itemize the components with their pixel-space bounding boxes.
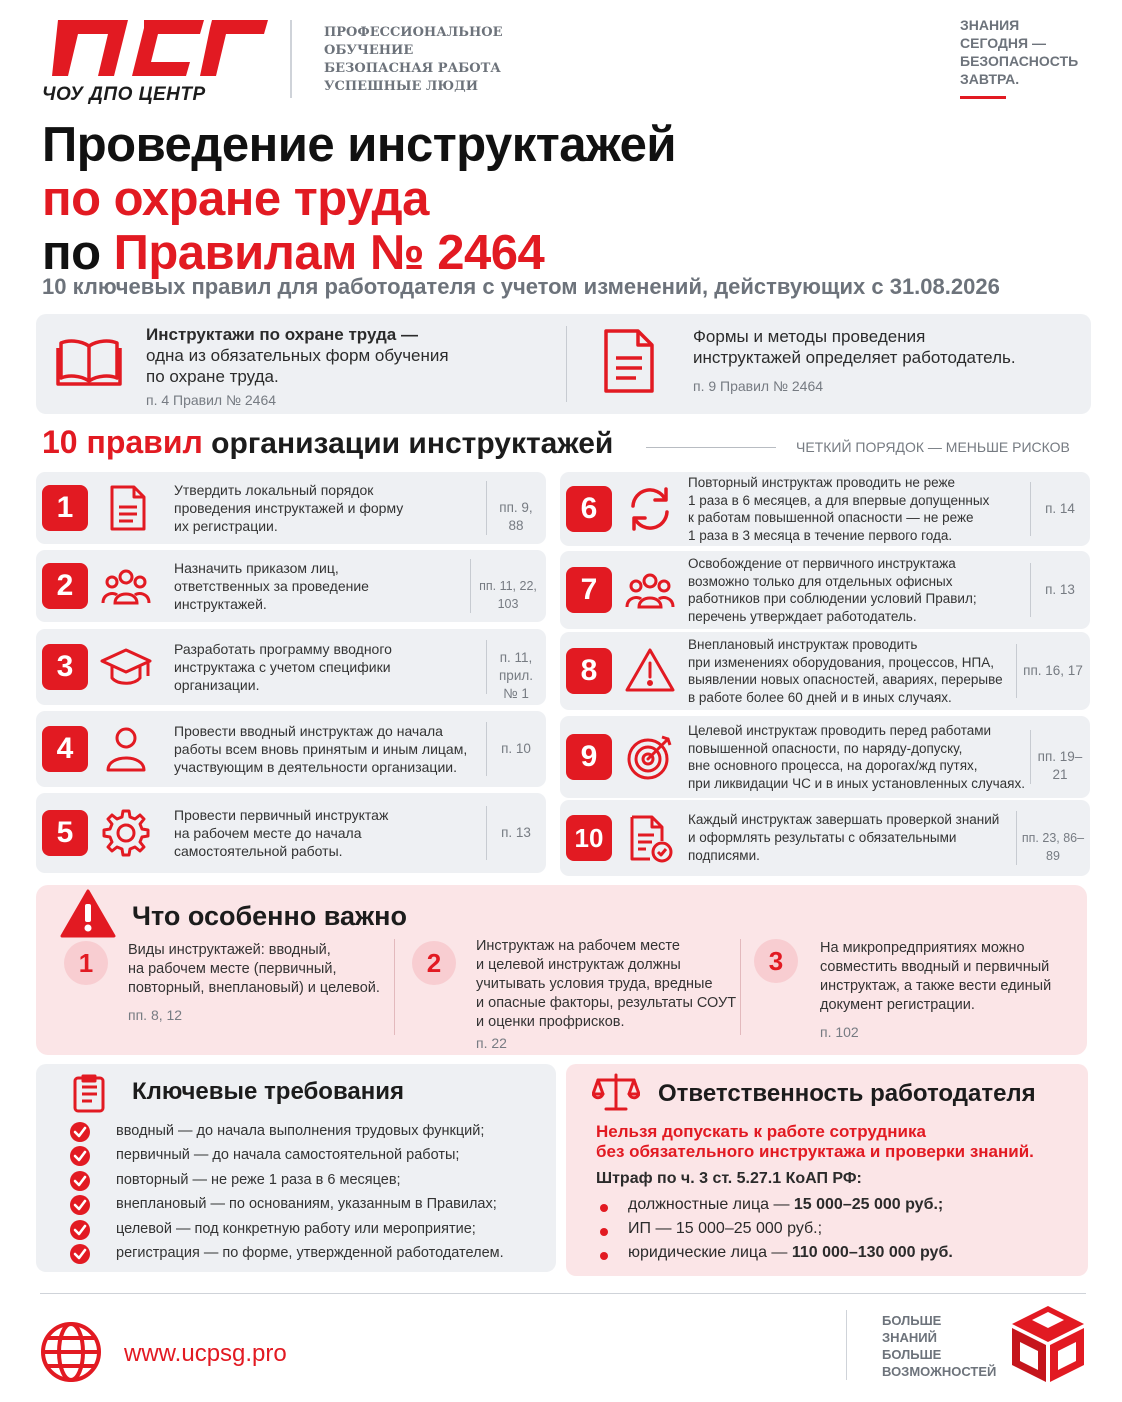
rule-number: 6	[566, 486, 612, 532]
important-number: 1	[64, 941, 108, 985]
fine-item: должностные лица — 15 000–25 000 руб.;	[628, 1196, 944, 1213]
important-item: Инструктаж на рабочем месте и целевой инструктаж должны учитывать условия труда, вредные и опасные факторы, результаты СОУТ и оценки профрисков. п. 22	[476, 938, 737, 1051]
rules-section-title: 10 правил организации инструктажей	[42, 424, 614, 460]
important-divider	[394, 939, 395, 1035]
rule-text: Внеплановый инструктаж проводить при изменениях оборудования, процессов, НПА, выявлении новых опасностей, авариях, перерыве в работе более 60 дней и в иных случаях.	[688, 637, 1003, 705]
rule-number: 7	[566, 567, 612, 613]
check-icon	[70, 1171, 90, 1191]
important-item: Виды инструктажей: вводный, на рабочем месте (первичный, повторный, внеплановый) и целевой. пп. 8, 12	[128, 942, 380, 1023]
warning-icon	[60, 889, 116, 939]
requirement-item: первичный — до начала самостоятельной работы;	[116, 1147, 460, 1164]
important-number: 3	[754, 939, 798, 983]
important-item: На микропредприятиях можно совместить вводный и первичный инструктаж, а также вести единый документ регистрации. п. 102	[820, 940, 1052, 1040]
rule-card	[36, 793, 546, 873]
rule-card	[36, 472, 546, 544]
rule-reference: п. 10	[501, 741, 531, 756]
rule-number: 2	[42, 563, 88, 609]
requirements-title: Ключевые требования	[132, 1078, 404, 1105]
warning-icon	[624, 646, 676, 696]
rule-text: Освобождение от первичного инструктажа возможно только для отдельных офисных работников при соблюдении условий Правил; перечень утверждает работодатель.	[688, 556, 977, 624]
rule-card	[560, 551, 1090, 629]
graduation-cap-icon	[100, 642, 152, 692]
rule-reference: п. 11, прил. № 1	[499, 650, 533, 701]
rule-number: 10	[566, 815, 612, 861]
rule-text: Назначить приказом лиц, ответственных за проведение инструктажей.	[174, 560, 369, 612]
rule-text: Утвердить локальный порядок проведения инструктажей и форму их регистрации.	[174, 482, 404, 534]
person-icon	[100, 724, 152, 774]
target-icon	[624, 732, 676, 782]
rule-text: Целевой инструктаж проводить перед работами повышенной опасности, по наряду-допуску, вне основного процесса, на дорогах/жд путях, при ликвидации ЧС и в иных установленных случаях.	[688, 723, 1025, 791]
rule-number: 1	[42, 485, 88, 531]
group-icon	[100, 561, 152, 611]
brand-tagline: ПРОФЕССИОНАЛЬНОЕ ОБУЧЕНИЕ БЕЗОПАСНАЯ РАБОТА УСПЕШНЫЕ ЛЮДИ	[324, 25, 503, 94]
rule-text: Каждый инструктаж завершать проверкой знаний и оформлять результаты с обязательными подписями.	[688, 812, 1000, 863]
rule-number: 4	[42, 726, 88, 772]
footer-motto: БОЛЬШЕ ЗНАНИЙ БОЛЬШЕ ВОЗМОЖНОСТЕЙ	[882, 1313, 997, 1379]
rule-divider	[486, 640, 487, 694]
motto-underline	[960, 96, 1006, 99]
rule-divider	[486, 806, 487, 860]
page-title: Проведение инструктажей по охране труда по Правилам № 2464	[42, 118, 676, 280]
cube-logo-icon	[1010, 1304, 1086, 1384]
check-icon	[70, 1244, 90, 1264]
rule-card	[560, 632, 1090, 710]
rule-divider	[1030, 563, 1031, 617]
footer-vertical-divider	[846, 1310, 847, 1380]
rule-number: 3	[42, 644, 88, 690]
rule-divider	[486, 722, 487, 776]
document-icon	[100, 483, 152, 533]
page-subtitle: 10 ключевых правил для работодателя с учетом изменений, действующих с 31.08.2026	[42, 274, 1000, 299]
rule-number: 5	[42, 810, 88, 856]
brand-motto: ЗНАНИЯ СЕГОДНЯ — БЕЗОПАСНОСТЬ ЗАВТРА.	[960, 17, 1079, 87]
rules-section-tag: ЧЕТКИЙ ПОРЯДОК — МЕНЬШЕ РИСКОВ	[796, 439, 1070, 455]
rule-divider	[1016, 811, 1017, 865]
globe-icon	[40, 1321, 102, 1383]
rule-divider	[1016, 644, 1017, 698]
rule-reference: п. 14	[1045, 501, 1075, 516]
checklist-icon	[70, 1074, 110, 1114]
scales-icon	[592, 1072, 640, 1112]
requirement-item: регистрация — по форме, утвержденной работодателем.	[116, 1245, 504, 1261]
footer-divider	[40, 1293, 1086, 1294]
responsibility-warning: Нельзя допускать к работе сотрудника без обязательного инструктажа и проверки знаний.	[596, 1122, 1034, 1161]
section-rule-line	[646, 447, 776, 448]
fine-label: Штраф по ч. 3 ст. 5.27.1 КоАП РФ:	[596, 1170, 862, 1187]
rule-card	[560, 716, 1090, 798]
rule-reference: пп. 11, 22, 103	[479, 579, 537, 611]
rule-reference: п. 13	[501, 825, 531, 840]
rule-text: Повторный инструктаж проводить не реже 1 раза в 6 месяцев, а для впервые допущенных к работам повышенной опасности — не реже 1 раза в 3 месяца в течение первого года.	[688, 475, 990, 543]
logo-subtitle: ЧОУ ДПО ЦЕНТР	[42, 84, 206, 105]
requirement-item: целевой — под конкретную работу или мероприятие;	[116, 1220, 476, 1237]
header-divider	[290, 20, 292, 98]
rule-divider	[1030, 730, 1031, 784]
bullet-icon	[600, 1204, 608, 1212]
gear-icon	[100, 808, 152, 858]
rule-reference: пп. 9, 88	[499, 500, 533, 533]
important-number: 2	[412, 941, 456, 985]
book-icon	[56, 336, 122, 388]
website-link[interactable]: www.ucpsg.pro	[124, 1340, 287, 1367]
check-icon	[70, 1146, 90, 1166]
requirements-panel	[36, 1064, 556, 1272]
requirement-item: повторный — не реже 1 раза в 6 месяцев;	[116, 1171, 401, 1188]
responsibility-panel	[566, 1064, 1088, 1276]
rule-divider	[1030, 482, 1031, 536]
important-box	[36, 885, 1087, 1055]
rule-card	[36, 550, 546, 622]
intro-divider	[566, 326, 567, 402]
rule-card	[36, 711, 546, 787]
refresh-icon	[624, 484, 676, 534]
document-icon	[602, 328, 656, 394]
rule-card	[560, 472, 1090, 546]
fine-item: юридические лица — 110 000–130 000 руб.	[628, 1244, 953, 1261]
fine-item: ИП — 15 000–25 000 руб.;	[628, 1220, 823, 1237]
bullet-icon	[600, 1228, 608, 1236]
group-icon	[624, 565, 676, 615]
rule-text: Провести первичный инструктаж на рабочем месте до начала самостоятельной работы.	[174, 807, 389, 859]
check-icon	[70, 1220, 90, 1240]
rule-reference: пп. 23, 86–89	[1021, 831, 1085, 863]
rule-divider	[470, 559, 471, 613]
important-title: Что особенно важно	[132, 901, 407, 931]
intro-box: Инструктажи по охране труда — одна из обязательных форм обучения по охране труда. п. 4 Правил № 2464 Формы и методы проведения инструктажей определяет работодатель. п. 9 Правил № 2464	[36, 314, 1091, 414]
requirement-item: вводный — до начала выполнения трудовых функций;	[116, 1123, 485, 1139]
rule-reference: пп. 16, 17	[1023, 663, 1083, 678]
rule-text: Разработать программу вводного инструктажа с учетом специфики организации.	[174, 641, 392, 693]
document-check-icon	[624, 813, 676, 863]
rule-number: 9	[566, 734, 612, 780]
check-icon	[70, 1122, 90, 1142]
rule-text: Провести вводный инструктаж до начала работы всем вновь принятым и иным лицам, участвующим в деятельности организации.	[174, 723, 468, 775]
requirement-item: внеплановый — по основаниям, указанным в Правилах;	[116, 1196, 497, 1213]
responsibility-title: Ответственность работодателя	[658, 1080, 1036, 1107]
rule-reference: п. 13	[1045, 582, 1075, 597]
important-divider	[740, 939, 741, 1035]
rule-card	[36, 629, 546, 705]
rule-reference: пп. 19–21	[1037, 749, 1083, 782]
check-icon	[70, 1195, 90, 1215]
rule-card	[560, 800, 1090, 876]
rule-divider	[486, 481, 487, 535]
bullet-icon	[600, 1252, 608, 1260]
rule-number: 8	[566, 648, 612, 694]
